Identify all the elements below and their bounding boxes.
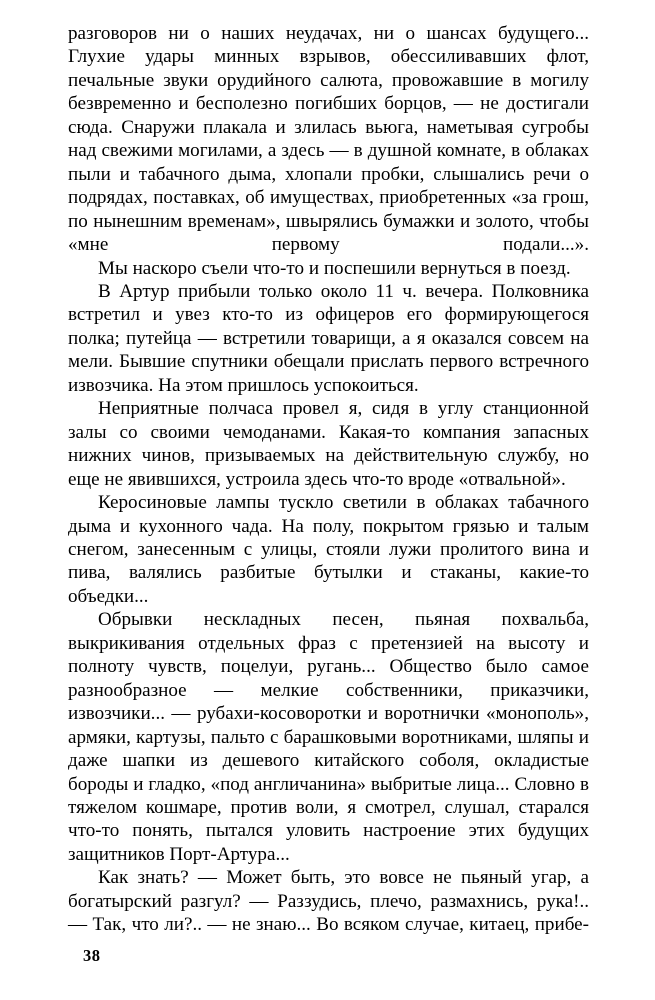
paragraph-6: Обрывки нескладных песен, пьяная похвальба, выкрикивания отдельных фраз с претензией на высоту и полноту чувств, поцелуи, ругань... Общество было самое разнообразное — мелкие собственники, приказчики, извозчики... — рубахи-косоворотки и воротнички «монополь», армяки, картузы, пальто с барашковыми воротниками, шляпы и даже шапки из дешевого китайского соболя, окладистые бороды и гладко, «под англичанина» выбритые лица... Словно в тяжелом кошмаре, против воли, я смотрел, слушал, старался что-то понять, пытался уловить настроение этих будущих защитников Порт-Артура... [68, 609, 589, 865]
paragraph-1: разговоров ни о наших неудачах, ни о шансах будущего... Глухие удары минных взрывов, обессиливавших флот, печальные звуки орудийного салюта, провожавшие в могилу безвременно и бесполезно погибших борцов, — не достигали сюда. Снаружи плакала и злилась вьюга, наметывая сугробы над свежими могилами, а здесь — в душной комнате, в облаках пыли и табачного дыма, хлопали пробки, слышались речи о подрядах, поставках, об имуществах, приобретенных «за грош, по нынешним временам», швырялись бумажки и золото, чтобы «мне первому подали...». [68, 23, 589, 256]
page-number: 38 [83, 946, 101, 965]
paragraph-4: Неприятные полчаса провел я, сидя в углу станционной залы со своими чемоданами. Какая-то компания запасных нижних чинов, призываемых на действительную службу, но еще не явившихся, устроила здесь что-то вроде «отвальной». [68, 398, 589, 490]
paragraph-2: Мы наскоро съели что-то и поспешили вернуться в поезд. [98, 257, 571, 279]
page-text-block [68, 22, 589, 937]
paragraph-5: Керосиновые лампы тускло светили в облаках табачного дыма и кухонного чада. На полу, покрытом грязью и талым снегом, занесенным с улицы, стояли лужи пролитого вина и пива, валялись разбитые бутылки и стаканы, какие-то объедки... [68, 492, 589, 607]
paragraph-3: В Артур прибыли только около 11 ч. вечера. Полковника встретил и увез кто-то из офицеров его формирующегося полка; путейца — встретили товарищи, а я оказался совсем на мели. Бывшие спутники обещали прислать первого встречного извозчика. На этом пришлось успокоиться. [68, 280, 589, 396]
paragraph-7: Как знать? — Может быть, это вовсе не пьяный угар, а богатырский разгул? — Раззудись, плечо, размахнись, рука!.. — Так, что ли?.. — не знаю... Во всяком случае, китаец, прибе- [68, 867, 589, 936]
